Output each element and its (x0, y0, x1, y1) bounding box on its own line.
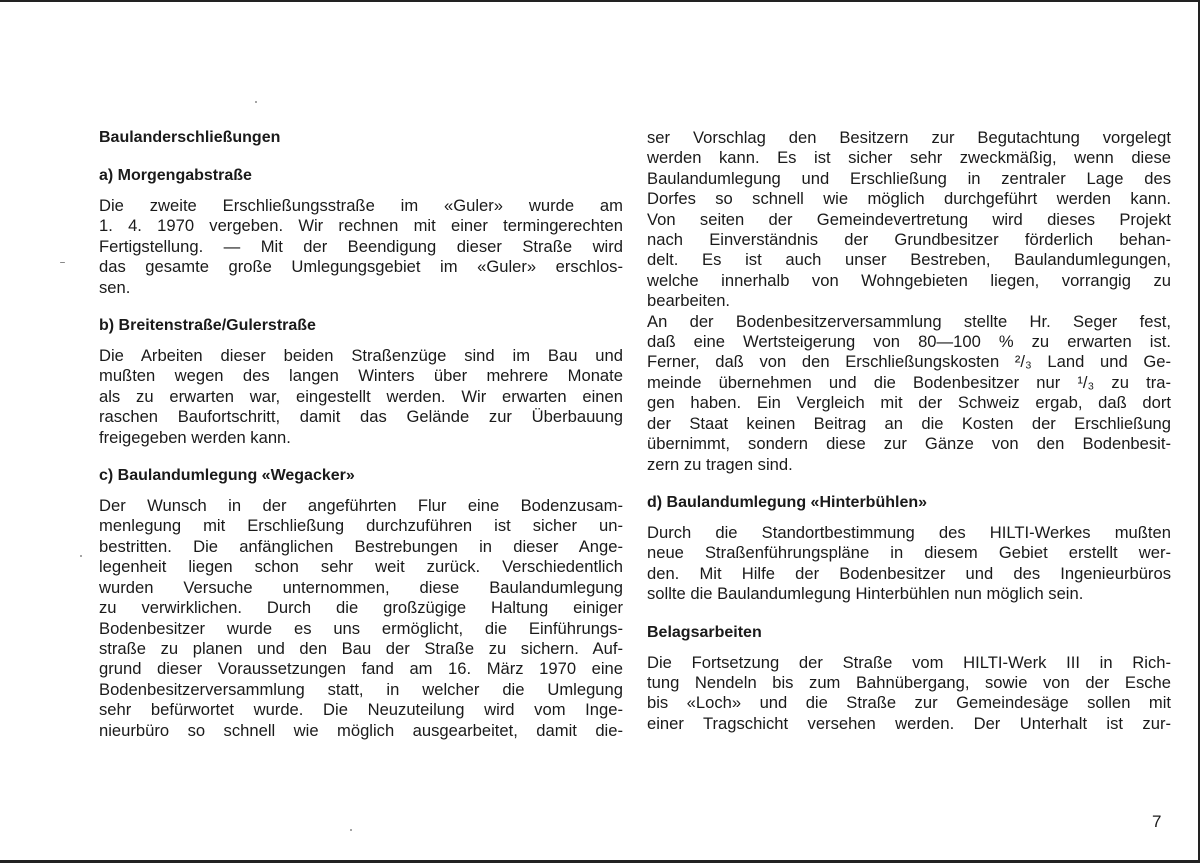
text-line: Die Fortsetzung der Straße vom HILTI-Werk III in Rich- (647, 652, 1171, 672)
section-a-paragraph (99, 196, 623, 298)
text-line: An der Bodenbesitzerversammlung stellte Hr. Seger fest, (647, 311, 1171, 331)
text-line: menlegung mit Erschließung durchzuführen ist sicher un- (99, 516, 623, 536)
scan-speck (80, 555, 82, 557)
belagsarbeiten-title: Belagsarbeiten (647, 623, 762, 641)
section-d-title: d) Baulandumlegung «Hinterbühlen» (647, 493, 928, 511)
text-line: freigegeben werden kann. (99, 427, 291, 447)
text-line: welche innerhalb von Wohngebieten liegen, vorrangig zu (647, 270, 1171, 290)
text-line: ser Vorschlag den Besitzern zur Begutachtung vorgelegt (647, 128, 1171, 147)
continuation-paragraph (647, 128, 1171, 312)
text-line: daß eine Wertsteigerung von 80—100 % zu erwarten ist. (647, 332, 1171, 352)
text-line: raschen Baufortschritt, damit das Gelände zur Überbauung (99, 407, 623, 427)
text-line: bis «Loch» und die Straße zur Gemeindesäge sollen mit (647, 693, 1171, 713)
section-c-title: c) Baulandumlegung «Wegacker» (99, 467, 355, 485)
text-line: übernimmt, sondern diese zur Gänze von den Bodenbesit- (647, 434, 1171, 454)
text-line: straße zu planen und den Bau der Straße zu sichern. Auf- (99, 638, 623, 658)
section-b-paragraph (99, 346, 623, 448)
section-c-paragraph (99, 496, 623, 741)
text-line: Die Arbeiten dieser beiden Straßenzüge sind im Bau und (99, 346, 623, 366)
text-line: tung Nendeln bis zum Bahnübergang, sowie von der Esche (647, 672, 1171, 692)
scan-speck (255, 101, 257, 103)
text-line: der Staat keinen Beitrag an die Kosten der Erschließung (647, 413, 1171, 433)
text-line: zern zu tragen sind. (647, 454, 793, 474)
text-line: bestritten. Die anfänglichen Bestrebungen in dieser Ange- (99, 536, 623, 556)
text-line: bearbeiten. (647, 291, 731, 311)
text-line: Baulandumlegung und Erschließung in zentraler Lage des (647, 168, 1171, 188)
page-number: 7 (1152, 812, 1162, 831)
text-line: Bodenbesitzer wurde es uns ermöglicht, die Einführungs- (99, 618, 623, 638)
text-line: grund dieser Voraussetzungen fand am 16. März 1970 eine (99, 659, 623, 679)
text-line: nach Einverständnis der Grundbesitzer förderlich behan- (647, 230, 1171, 250)
text-line: sen. (99, 277, 131, 297)
text-line: das gesamte große Umlegungsgebiet im «Guler» erschlos- (99, 257, 623, 277)
text-line: zu verwirklichen. Durch die großzügige Haltung einiger (99, 598, 623, 618)
text-line: Die zweite Erschließungsstraße im «Guler» wurde am (99, 196, 623, 215)
scan-speck (350, 829, 352, 831)
text-line: den. Mit Hilfe der Bodenbesitzer und des Ingenieurbüros (647, 563, 1171, 583)
text-line: Bodenbesitzerversammlung statt, in welcher die Umlegung (99, 679, 623, 699)
text-line: meinde übernehmen und die Bodenbesitzer nur ¹/₃ zu tra- (647, 372, 1171, 392)
text-line: als zu erwarten war, eingestellt werden. Wir erwarten einen (99, 386, 623, 406)
text-line: werden kann. Es ist sicher sehr zweckmäßig, wenn diese (647, 148, 1171, 168)
text-line: sehr befürwortet wurde. Die Neuzuteilung wird vom Inge- (99, 700, 623, 720)
text-line: sollte die Baulandumlegung Hinterbühlen nun möglich sein. (647, 584, 1084, 604)
text-line: gen haben. Ein Vergleich mit der Schweiz ergab, daß dort (647, 393, 1171, 413)
text-line: mußten wegen des langen Winters über mehrere Monate (99, 366, 623, 386)
text-line: Dorfes so schnell wie möglich durchgeführt werden kann. (647, 189, 1171, 209)
main-heading: Baulanderschließungen (99, 129, 281, 146)
right-column (647, 128, 1171, 734)
section-b-title: b) Breitenstraße/Gulerstraße (99, 317, 316, 335)
text-line: einer Tragschicht versehen werden. Der Unterhalt ist zur- (647, 713, 1171, 733)
text-line: delt. Es ist auch unser Bestreben, Baulandumlegungen, (647, 250, 1171, 270)
text-line: Von seiten der Gemeindevertretung wird dieses Projekt (647, 209, 1171, 229)
left-column (99, 128, 623, 741)
text-line: neue Straßenführungspläne in diesem Gebiet erstellt wer- (647, 543, 1171, 563)
scan-speck (60, 262, 65, 263)
text-line: Der Wunsch in der angeführten Flur eine Bodenzusam- (99, 496, 623, 516)
text-line: nieurbüro so schnell wie möglich ausgearbeitet, damit die- (99, 720, 623, 740)
section-d-paragraph (647, 523, 1171, 605)
text-line: 1. 4. 1970 vergeben. Wir rechnen mit einer termingerechten (99, 216, 623, 236)
belagsarbeiten-paragraph (647, 653, 1171, 735)
section-a-title: a) Morgengabstraße (99, 167, 252, 184)
meeting-paragraph (647, 312, 1171, 475)
text-line: Durch die Standortbestimmung des HILTI-Werkes mußten (647, 522, 1171, 542)
text-line: wurden Versuche unternommen, diese Baulandumlegung (99, 577, 623, 597)
text-line: legenheit liegen schon sehr weit zurück. Verschiedentlich (99, 557, 623, 577)
text-line: Fertigstellung. — Mit der Beendigung dieser Straße wird (99, 236, 623, 256)
text-line: Ferner, daß von den Erschließungskosten ²/₃ Land und Ge- (647, 352, 1171, 372)
